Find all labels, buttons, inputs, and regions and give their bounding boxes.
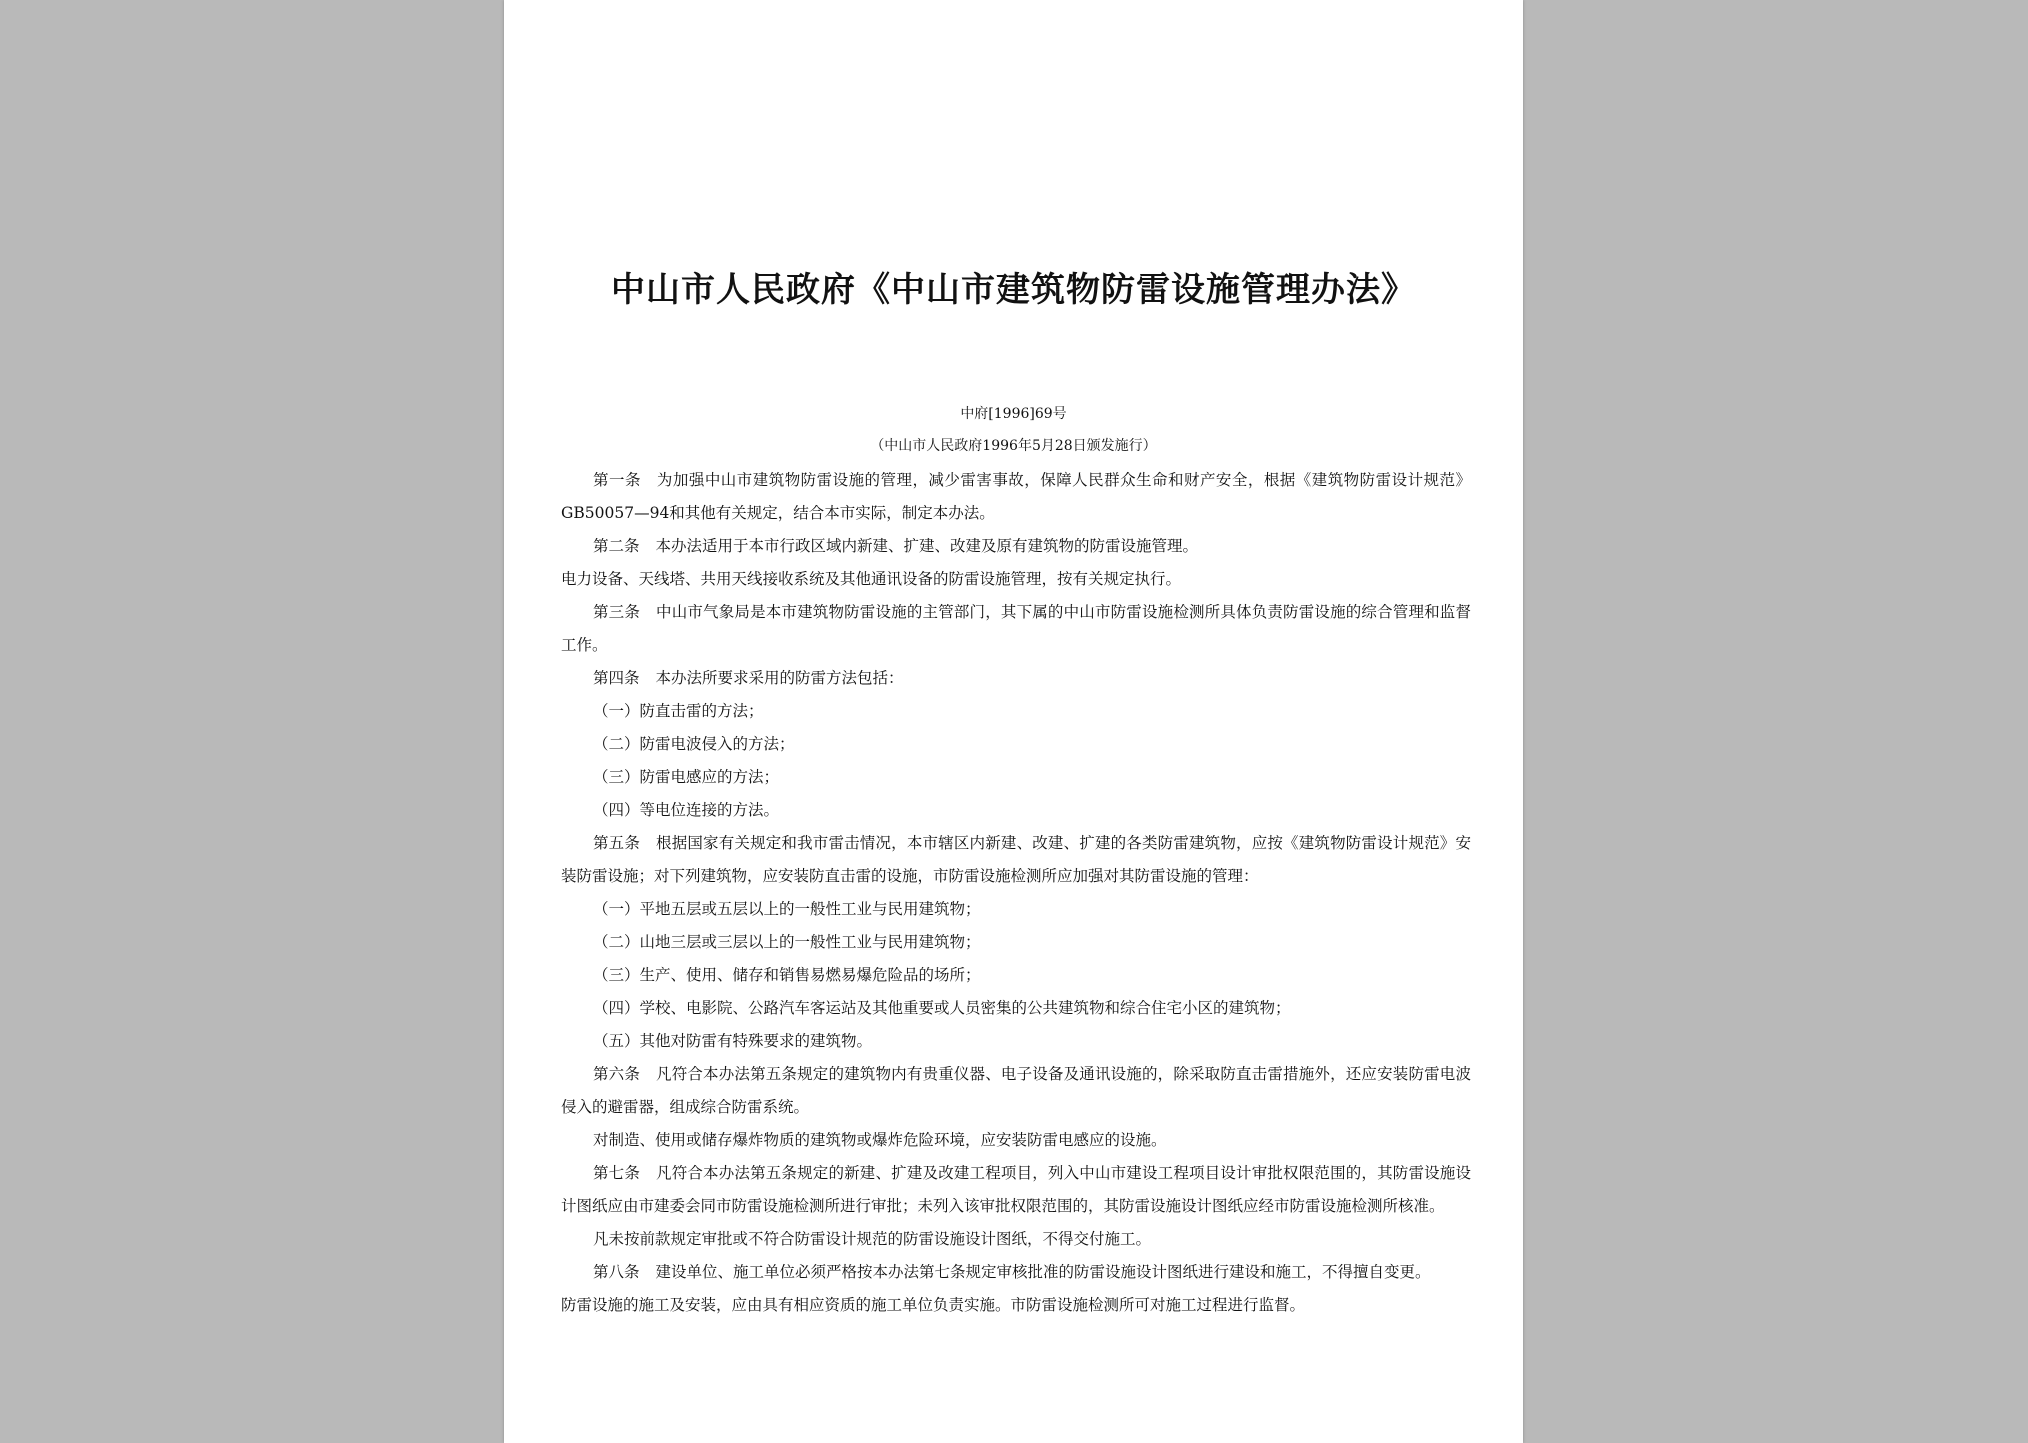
document-page <box>504 0 1523 1443</box>
paragraph-text: （三）防雷电感应的方法； <box>593 768 780 786</box>
paragraph-text: 建设单位、施工单位必须严格按本办法第七条规定审核批准的防雷设施设计图纸进行建设和施工，不得擅自变更。 <box>655 1263 1431 1281</box>
list-item <box>561 893 1471 926</box>
list-item <box>561 992 1471 1025</box>
paragraph-text: 凡符合本办法第五条规定的建筑物内有贵重仪器、电子设备及通讯设施的，除采取防直击雷措施外，还应安装防雷电波侵入的避雷器，组成综合防雷系统。 <box>561 1065 1471 1116</box>
list-item <box>561 1025 1471 1058</box>
list-item <box>561 761 1471 794</box>
paragraph-text: 为加强中山市建筑物防雷设施的管理，减少雷害事故，保障人民群众生命和财产安全，根据《建筑物防雷设计规范》GB50057—94和其他有关规定，结合本市实际，制定本办法。 <box>561 471 1471 522</box>
paragraph-text: 电力设备、天线塔、共用天线接收系统及其他通讯设备的防雷设施管理，按有关规定执行。 <box>561 570 1182 588</box>
list-item <box>561 728 1471 761</box>
paragraph-text: （二）防雷电波侵入的方法； <box>593 735 795 753</box>
document-body <box>561 464 1471 1322</box>
list-item <box>561 926 1471 959</box>
paragraph-text: （五）其他对防雷有特殊要求的建筑物。 <box>593 1032 873 1050</box>
paragraph-text: （三）生产、使用、储存和销售易燃易爆危险品的场所； <box>593 966 981 984</box>
paragraph-article-5 <box>561 827 1471 893</box>
paragraph <box>561 1289 1471 1322</box>
paragraph-text: 凡符合本办法第五条规定的新建、扩建及改建工程项目，列入中山市建设工程项目设计审批权限范围的，其防雷设施设计图纸应由市建委会同市防雷设施检测所进行审批；未列入该审批权限范围的，其防雷设施设计图纸应经市防雷设施检测所核准。 <box>561 1164 1471 1215</box>
paragraph-article-8 <box>561 1256 1471 1289</box>
article-number: 第四条 <box>593 669 640 687</box>
document-title: 中山市人民政府《中山市建筑物防雷设施管理办法》 <box>611 270 1416 310</box>
paragraph-text: 本办法适用于本市行政区域内新建、扩建、改建及原有建筑物的防雷设施管理。 <box>655 537 1199 555</box>
paragraph <box>561 563 1471 596</box>
paragraph <box>561 1223 1471 1256</box>
paragraph-text: 本办法所要求采用的防雷方法包括： <box>655 669 904 687</box>
article-number: 第一条 <box>593 471 641 489</box>
paragraph-text: （一）防直击雷的方法； <box>593 702 764 720</box>
list-item <box>561 794 1471 827</box>
paragraph-text: 中山市气象局是本市建筑物防雷设施的主管部门，其下属的中山市防雷设施检测所具体负责防雷设施的综合管理和监督工作。 <box>561 603 1471 654</box>
paragraph-article-3 <box>561 596 1471 662</box>
paragraph-text: （二）山地三层或三层以上的一般性工业与民用建筑物； <box>593 933 981 951</box>
list-item <box>561 695 1471 728</box>
article-number: 第三条 <box>593 603 641 621</box>
paragraph-text: 防雷设施的施工及安装，应由具有相应资质的施工单位负责实施。市防雷设施检测所可对施工过程进行监督。 <box>561 1296 1306 1314</box>
article-number: 第七条 <box>593 1164 641 1182</box>
list-item <box>561 959 1471 992</box>
paragraph-article-1 <box>561 464 1471 530</box>
paragraph-text: 对制造、使用或储存爆炸物质的建筑物或爆炸危险环境，应安装防雷电感应的设施。 <box>593 1131 1167 1149</box>
paragraph-article-6 <box>561 1058 1471 1124</box>
paragraph-text: （一）平地五层或五层以上的一般性工业与民用建筑物； <box>593 900 981 918</box>
paragraph-text: （四）学校、电影院、公路汽车客运站及其他重要或人员密集的公共建筑物和综合住宅小区的建筑物； <box>593 999 1291 1017</box>
paragraph-text: （四）等电位连接的方法。 <box>593 801 780 819</box>
article-number: 第二条 <box>593 537 640 555</box>
paragraph <box>561 1124 1471 1157</box>
paragraph-article-7 <box>561 1157 1471 1223</box>
article-number: 第五条 <box>593 834 641 852</box>
article-number: 第八条 <box>593 1263 640 1281</box>
paragraph-text: 根据国家有关规定和我市雷击情况，本市辖区内新建、改建、扩建的各类防雷建筑物，应按《建筑物防雷设计规范》安装防雷设施；对下列建筑物，应安装防直击雷的设施，市防雷设施检测所应加强对其防雷设施的管理： <box>561 834 1471 885</box>
paragraph-text: 凡未按前款规定审批或不符合防雷设计规范的防雷设施设计图纸，不得交付施工。 <box>593 1230 1152 1248</box>
paragraph-article-4 <box>561 662 1471 695</box>
article-number: 第六条 <box>593 1065 641 1083</box>
document-number: 中府[1996]69号 <box>960 406 1067 422</box>
issue-note: （中山市人民政府1996年5月28日颁发施行） <box>870 438 1157 454</box>
paragraph-article-2 <box>561 530 1471 563</box>
